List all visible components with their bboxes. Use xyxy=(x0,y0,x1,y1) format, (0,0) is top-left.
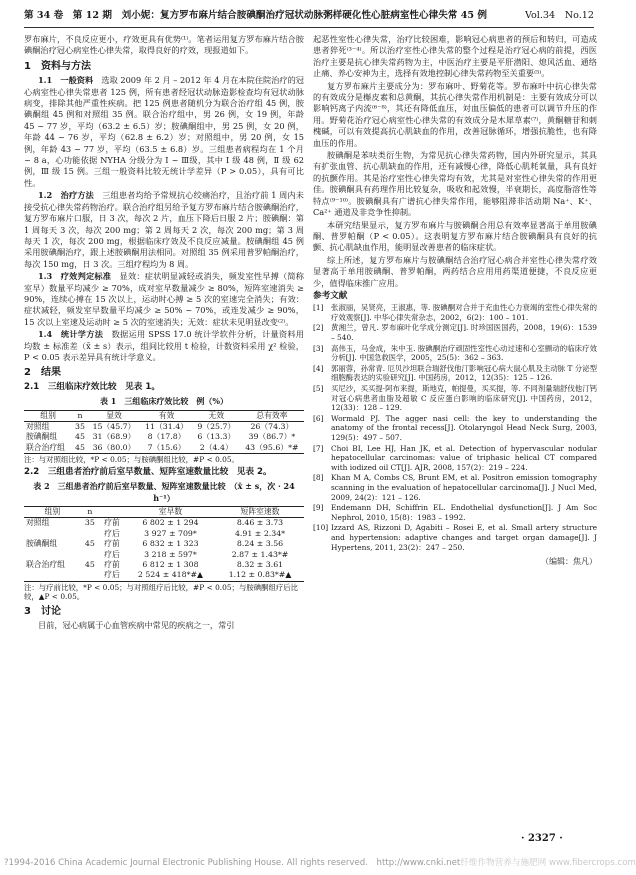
references-heading: 参考文献 xyxy=(313,290,348,301)
table-cell: 1.12 ± 0.83*#▲ xyxy=(228,570,292,580)
table-cell: 26（74.3） xyxy=(250,422,294,431)
reference-item xyxy=(313,503,597,523)
table-cell: 39（86.7）* xyxy=(248,432,296,442)
section-1-4-title: 1.4 统计学方法 xyxy=(37,329,104,340)
discussion-paragraph: 目前，冠心病属于心血管疾病中常见的疾病之一，常引 xyxy=(37,620,235,631)
reference-item xyxy=(313,364,597,384)
reference-text: 黄湘兰，曾凡. 罗布麻叶化学成分测定[J]. 时珍国医国药，2008，19(6)：1539 – 540. xyxy=(331,323,597,343)
reference-text: Choi BI, Lee HJ, Han JK, et al. Detection of hypervascular nodular hepatocellular carcinomas: value of triphasic helical CT compared with iodized oil CT[J]. AJR, 2008, 157(2)：219 – 224. xyxy=(331,443,597,473)
criteria-paragraph xyxy=(24,271,304,328)
reference-number: [5] xyxy=(313,383,324,393)
editor-credit: （编辑：焦凡） xyxy=(541,556,597,566)
section-1-3-title: 1.3 疗效判定标准 xyxy=(37,271,112,282)
table-cell: 3 927 ± 709* xyxy=(144,528,197,538)
section-2-1-heading: 2.1 三组临床疗效比较 见表 1。 xyxy=(24,381,160,392)
table-header-cell: 总有效率 xyxy=(256,410,288,420)
section-1-1-text: 选取 2009 年 2 月 – 2012 年 4 月在本院住院治疗的冠心病室性心律失常患者 125 例，所有患者经冠状动脉造影检查均有冠状动脉病变，排除其他严重性疾病。把 125 例患者随机分为联合治疗组 45 例，胺碘酮组 45 例和对照组 35 例。联合治疗组中，男 26 例，女 19 例，年龄 45 ~ 77 岁，平均（63.2 ± 6.5）岁；胺碘酮组中，男 25 例，女 20 例，年龄 44 ~ 76 岁，平均（62.8 ± 6.2）岁；对照组中，男 20 例，女 15 例，年龄 43 ~ 77 岁，平均（63.5 ± 6.8）岁。三组患者病程均在 1 个月 ~ 8 a，心功能依据 NYHA 分级分为 Ⅰ ~ Ⅲ级，其中 Ⅰ 级 48 例，Ⅱ 级 62 例，Ⅲ 级 15 例。三组一般资料比较无统计学差异（P > 0.05），具有可比性。 xyxy=(24,75,304,188)
right-column xyxy=(313,34,597,567)
section-2-2-heading: 2.2 三组患者治疗前后室早数量、短阵室速数量比较 见表 2。 xyxy=(24,466,272,477)
table-cell: 7（15.6） xyxy=(147,442,186,452)
table-header-cell: 室早数 xyxy=(158,507,183,517)
table-row xyxy=(24,422,304,433)
table-cell: 8（17.8） xyxy=(147,432,186,442)
table-cell xyxy=(81,550,99,560)
table-cell: 9（25.7） xyxy=(197,422,236,431)
intro-paragraph: 罗布麻片，不良反应更小，疗效更具有优势⁽¹⁾。笔者运用复方罗布麻片结合胺碘酮治疗冠心病室性心律失常，取得良好的疗效，现报道如下。 xyxy=(24,34,304,56)
table-1-caption: 表 1 三组临床疗效比较 例（%） xyxy=(100,396,228,407)
statistics-paragraph xyxy=(24,329,304,363)
table-cell: 6（13.3） xyxy=(197,432,236,442)
table-cell: 对照组 xyxy=(26,422,50,431)
site-watermark: 纤维作物营养与施肥网 www.fibercrops.com xyxy=(460,858,636,868)
table-1-note: 注：与对照组比较，*P < 0.05；与胺碘酮组比较，#P < 0.05。 xyxy=(24,455,239,465)
running-header xyxy=(24,7,594,23)
table-cell: 疗前 xyxy=(104,539,120,549)
reference-item xyxy=(313,444,597,473)
table-cell xyxy=(24,550,81,560)
reference-number: [10] xyxy=(313,523,329,533)
table-row xyxy=(24,443,304,454)
reference-text: Wormald PJ. The agger nasi cell: the key to understanding the anatomy of the frontal recess[J]. Otolaryngol Head Neck Surg, 2003, 129(5)：497 – 507. xyxy=(331,413,597,443)
table-cell: 45 xyxy=(74,432,85,442)
table-header-cell: n xyxy=(77,410,83,420)
table-row xyxy=(24,518,304,529)
discussion-paragraph-1: 起恶性室性心律失常，治疗比较困难，影响冠心病患者的预后和转归，可造成患者猝死⁽³⁻⁴⁾。所以治疗室性心律失常的整个过程是治疗冠心病的前提，西医治疗主要是抗心律失常药物为主，中医治疗主要是平肝潜阳、熄风活血、通络止痛、养心安神为主，选择有效地控制心律失常药物至关重要⁽⁵⁾。 xyxy=(313,34,597,79)
header-title: 第 34 卷 第 12 期 刘小妮：复方罗布麻片结合胺碘酮治疗冠状动脉粥样硬化性心脏病室性心律失常 45 例 xyxy=(24,10,488,21)
table-header-cell: n xyxy=(87,507,93,517)
header-rule xyxy=(24,27,594,28)
table-cell xyxy=(24,570,81,581)
table-cell: 6 812 ± 1 308 xyxy=(142,560,199,570)
section-3-heading: 3 讨论 xyxy=(24,606,61,618)
table-row xyxy=(24,529,304,539)
table-cell: 疗后 xyxy=(104,528,120,538)
reference-item xyxy=(313,323,597,343)
table-header-cell: 无效 xyxy=(208,410,225,420)
reference-text: Endemann DH, Schiffrin EL. Endothelial dysfunction[J]. J Am Soc Nephrol, 2010, 15(8)：1983 – 1992. xyxy=(331,503,597,523)
table-cell: 35 xyxy=(74,422,85,431)
general-data-paragraph xyxy=(24,75,304,189)
table-cell: 8.32 ± 3.61 xyxy=(236,560,284,570)
table-2 xyxy=(24,506,304,582)
conclusion-paragraph: 综上所述，复方罗布麻片与胺碘酮结合治疗冠心病合并室性心律失常疗效显著高于单用胺碘酮、普罗帕酮，两药结合应用用药渠道便捷，不良反应更少，值得临床推广应用。 xyxy=(313,254,597,288)
table-cell: 8.46 ± 3.73 xyxy=(236,518,284,528)
table-cell: 联合治疗组 xyxy=(26,560,65,570)
reference-text: 张淑丽，吴贤亮，王淑惠，等. 胺碘酮对合并于充血性心力衰竭的室性心律失常的疗效观察[J]. 中华心律失常杂志，2002，6(2)：100 – 101. xyxy=(331,303,597,323)
table-cell: 2 524 ± 418*#▲ xyxy=(137,570,204,580)
table-cell: 31（68.9） xyxy=(92,432,136,442)
treatment-paragraph xyxy=(24,190,304,270)
table-row xyxy=(24,550,304,560)
table-cell: 疗后 xyxy=(104,549,120,559)
table-cell: 联合治疗组 xyxy=(26,442,65,452)
table-cell: 2（4.4） xyxy=(199,442,233,452)
discussion-paragraph-4: 本研究结果显示，复方罗布麻片与胺碘酮合用总有效率显著高于单用胺碘酮、普罗帕酮（P < 0.05）。这表明复方罗布麻片结合胺碘酮具有良好的抗颤、抗心肌缺血作用，能明显改善患者的临床症状。 xyxy=(313,219,597,253)
reference-list xyxy=(313,303,597,552)
reference-item xyxy=(313,523,597,552)
reference-text: 高伟玉，马金成，朱中玉. 胺碘酮治疗顽固性室性心动过速和心室颤动的临床疗效分析[J]. 中国急救医学，2005，25(5)：362 – 363. xyxy=(331,343,597,363)
reference-text: Izzard AS, Rizzoni D, Agabiti – Rosei E, et al. Small artery structure and hypertension: adaptive changes and target organ damage[J]. J Hypertens, 2011, 23(2)：247 – 250. xyxy=(331,523,597,552)
section-2-heading: 2 结果 xyxy=(24,367,61,379)
table-cell: 胺碘酮组 xyxy=(26,432,58,442)
section-1-2-text: 三组患者均给予常规抗心绞痛治疗，且治疗前 1 周内未接受抗心律失常药物治疗。联合治疗组另给予复方罗布麻片结合胺碘酮治疗，复方罗布麻片口服，日 3 次，每次 2 片，血压下降后日服 2 片；胺碘酮：第 1 周每天 3 次，每次 200 mg；第 2 周每天 2 次，每次 200 mg；第 3 周每天 1 次，每次 200 mg，根据临床疗效及不良反应减量。胺碘酮组 45 例采用胺碘酮治疗，跟上述胺碘酮用法相同。对照组 35 例采用普罗帕酮治疗，每次 150 mg，日 3 次。三组疗程均为 8 周。 xyxy=(24,190,304,269)
reference-item xyxy=(313,473,597,502)
table-cell: 8.24 ± 3.56 xyxy=(236,539,284,549)
table-cell xyxy=(81,529,99,539)
page-number: · 2327 · xyxy=(521,833,563,844)
section-1-2-title: 1.2 治疗方法 xyxy=(37,190,94,201)
table-cell: 2.87 ± 1.43*# xyxy=(231,549,289,559)
section-1-4-text: 数据运用 SPSS 17.0 统计学软件分析，计量资料用均数 ± 标准差（x̄ ± s）表示，组间比较用 t 检验，计数资料采用 χ² 检验，P < 0.05 表示差异具有统计学意义。 xyxy=(24,329,304,362)
table-cell: 45 xyxy=(74,442,85,452)
table-header-cell: 组别 xyxy=(40,410,56,420)
table-cell: 36（80.0） xyxy=(92,442,136,452)
section-1-1-title: 1.1 一般资料 xyxy=(37,75,94,86)
table-cell xyxy=(81,570,99,581)
table-cell: 6 832 ± 1 323 xyxy=(142,539,199,549)
table-cell: 15（45.7） xyxy=(92,422,136,431)
table-header-cell: 组别 xyxy=(44,507,61,517)
table-cell: 45 xyxy=(84,560,95,570)
table-cell: 6 802 ± 1 294 xyxy=(142,518,199,528)
table-2-note: 注：与疗前比较，*P < 0.05；与对照组疗后比较，#P < 0.05；与胺碘酮组疗后比较，▲P < 0.05。 xyxy=(24,582,299,602)
reference-number: [1] xyxy=(313,303,324,313)
header-volume: Vol.34 No.12 xyxy=(524,10,594,21)
table-header-cell: 显效 xyxy=(106,410,122,420)
discussion-paragraph-2: 复方罗布麻片主要成分为：罗布麻叶、野菊花等。罗布麻叶中抗心律失常的有效成分是槲皮素和总黄酮，其抗心律失常作用机制是：主要有效成分可以影响钙离子内流⁽⁶⁻⁸⁾，其还有降低血压，対血压偏低的患者可以调节升压的作用。野菊花治疗冠心病室性心律失常的有效成分是木犀草素⁽⁷⁾，黄酮糖苷和刺槐碱，可以有效提高抗心肌缺血的作用，改善冠脉循环，增强抗脆性，也有降血压的作用。 xyxy=(313,80,597,148)
section-1-3-text: 显效：症状明显减轻或消失，频发室性早搏（简称室早）数量平均减少 ≥ 70%，成对室早数量减少 ≥ 80%，短阵室速消失 ≥ 90%，连续心搏在 15 次以上，运动时心搏 ≥ 5 次的室速完全消失；有效：症状减轻，频发室早数量平均减少 ≥ 50% ~ 70%，或连发减少 ≥ 90%，15 次以上室速及运动时 ≥ 5 次的室速消失；无效：症状未见明显改变⁽²⁾。 xyxy=(24,271,304,327)
table-header-cell xyxy=(99,507,125,518)
reference-item xyxy=(313,384,597,413)
table-cell: 对照组 xyxy=(26,518,50,528)
left-column xyxy=(24,34,304,633)
section-1-heading: 1 资料与方法 xyxy=(24,60,91,72)
discussion-paragraph-3: 胺碘酮是苯呋类衍生物，为常见抗心律失常药物，国内外研究显示，其具有扩张血管、抗心肌缺血的作用，还有减慢心律，降低心肌耗氧量，具有良好的抗颤作用。其是治疗室性心律失常均有效，尤其是对室性心律失常的作用更佳。胺碘酮具有药理作用比较复杂，吸收和起效慢，半衰期长，高度脂溶性等特点⁽⁹⁻¹⁰⁾。胺碘酮具有广谱抗心律失常作用，能够阻滞非活动期 Na⁺、K⁺、Ca²⁺ 通道及非竞争性抑制。 xyxy=(313,150,597,218)
table-cell: 11（31.4） xyxy=(145,422,188,431)
reference-number: [6] xyxy=(313,413,324,423)
reference-number: [9] xyxy=(313,503,324,513)
table-row xyxy=(24,539,304,549)
table-cell: 胺碘酮组 xyxy=(26,539,58,549)
table-row xyxy=(24,570,304,581)
copyright-notice: ?1994-2016 China Academic Journal Electronic Publishing House. All rights reserved. http://www.cnki.net xyxy=(4,858,461,868)
table-header-cell: 有效 xyxy=(158,410,175,420)
reference-number: [2] xyxy=(313,323,324,333)
table-cell: 疗后 xyxy=(104,570,120,580)
table-cell: 4.91 ± 2.34* xyxy=(234,528,286,538)
reference-text: 买尼沙，买买提·阿布来提，斯地克，帕提曼，买买提，等. 不同剂量瑞舒伐他汀钙对冠心病患者血脂及超敏 C 反应蛋白影响的临床研究[J]. 中国药房，2012，12(33)：128 – 129. xyxy=(331,383,597,413)
reference-item xyxy=(313,303,597,323)
table-row xyxy=(24,432,304,442)
table-header-cell: 短阵室速数 xyxy=(240,507,280,517)
table-1 xyxy=(24,410,304,455)
table-cell: 疗前 xyxy=(104,560,120,570)
reference-number: [7] xyxy=(313,443,324,453)
table-row xyxy=(24,560,304,570)
table-2-caption: 表 2 三组患者治疗前后室早数量、短阵室速数量比较 （x̄ ± s，次 · 24 h⁻¹） xyxy=(33,481,295,503)
reference-number: [4] xyxy=(313,363,324,373)
table-cell: 43（95.6）*# xyxy=(245,442,299,452)
reference-item xyxy=(313,344,597,364)
reference-text: Khan M A, Combs CS, Brunt EM, et al. Positron emission tomography scanning in the evaluation of hepatocellular carcinoma[J]. J Nucl Med, 2009, 24(2)：121 – 126. xyxy=(331,473,597,502)
reference-number: [8] xyxy=(313,473,324,483)
table-cell: 3 218 ± 597* xyxy=(144,549,197,559)
reference-number: [3] xyxy=(313,343,324,353)
table-2-header-row xyxy=(24,507,304,518)
table-cell: 35 xyxy=(84,518,95,528)
table-cell xyxy=(24,529,81,539)
page-footer xyxy=(4,856,636,868)
table-cell: 疗前 xyxy=(104,518,120,528)
table-1-header-row xyxy=(24,410,304,421)
reference-text: 郭丽蓉，孙常青. 厄贝沙坦联合瑞舒伐他汀影响冠心病大鼠心肌及主动脉 T 分泌型细胞酶表达的实验研究[J]. 中国药房，2012，12(35)：125 – 126. xyxy=(331,363,597,383)
table-cell: 45 xyxy=(84,539,95,549)
reference-item xyxy=(313,414,597,443)
